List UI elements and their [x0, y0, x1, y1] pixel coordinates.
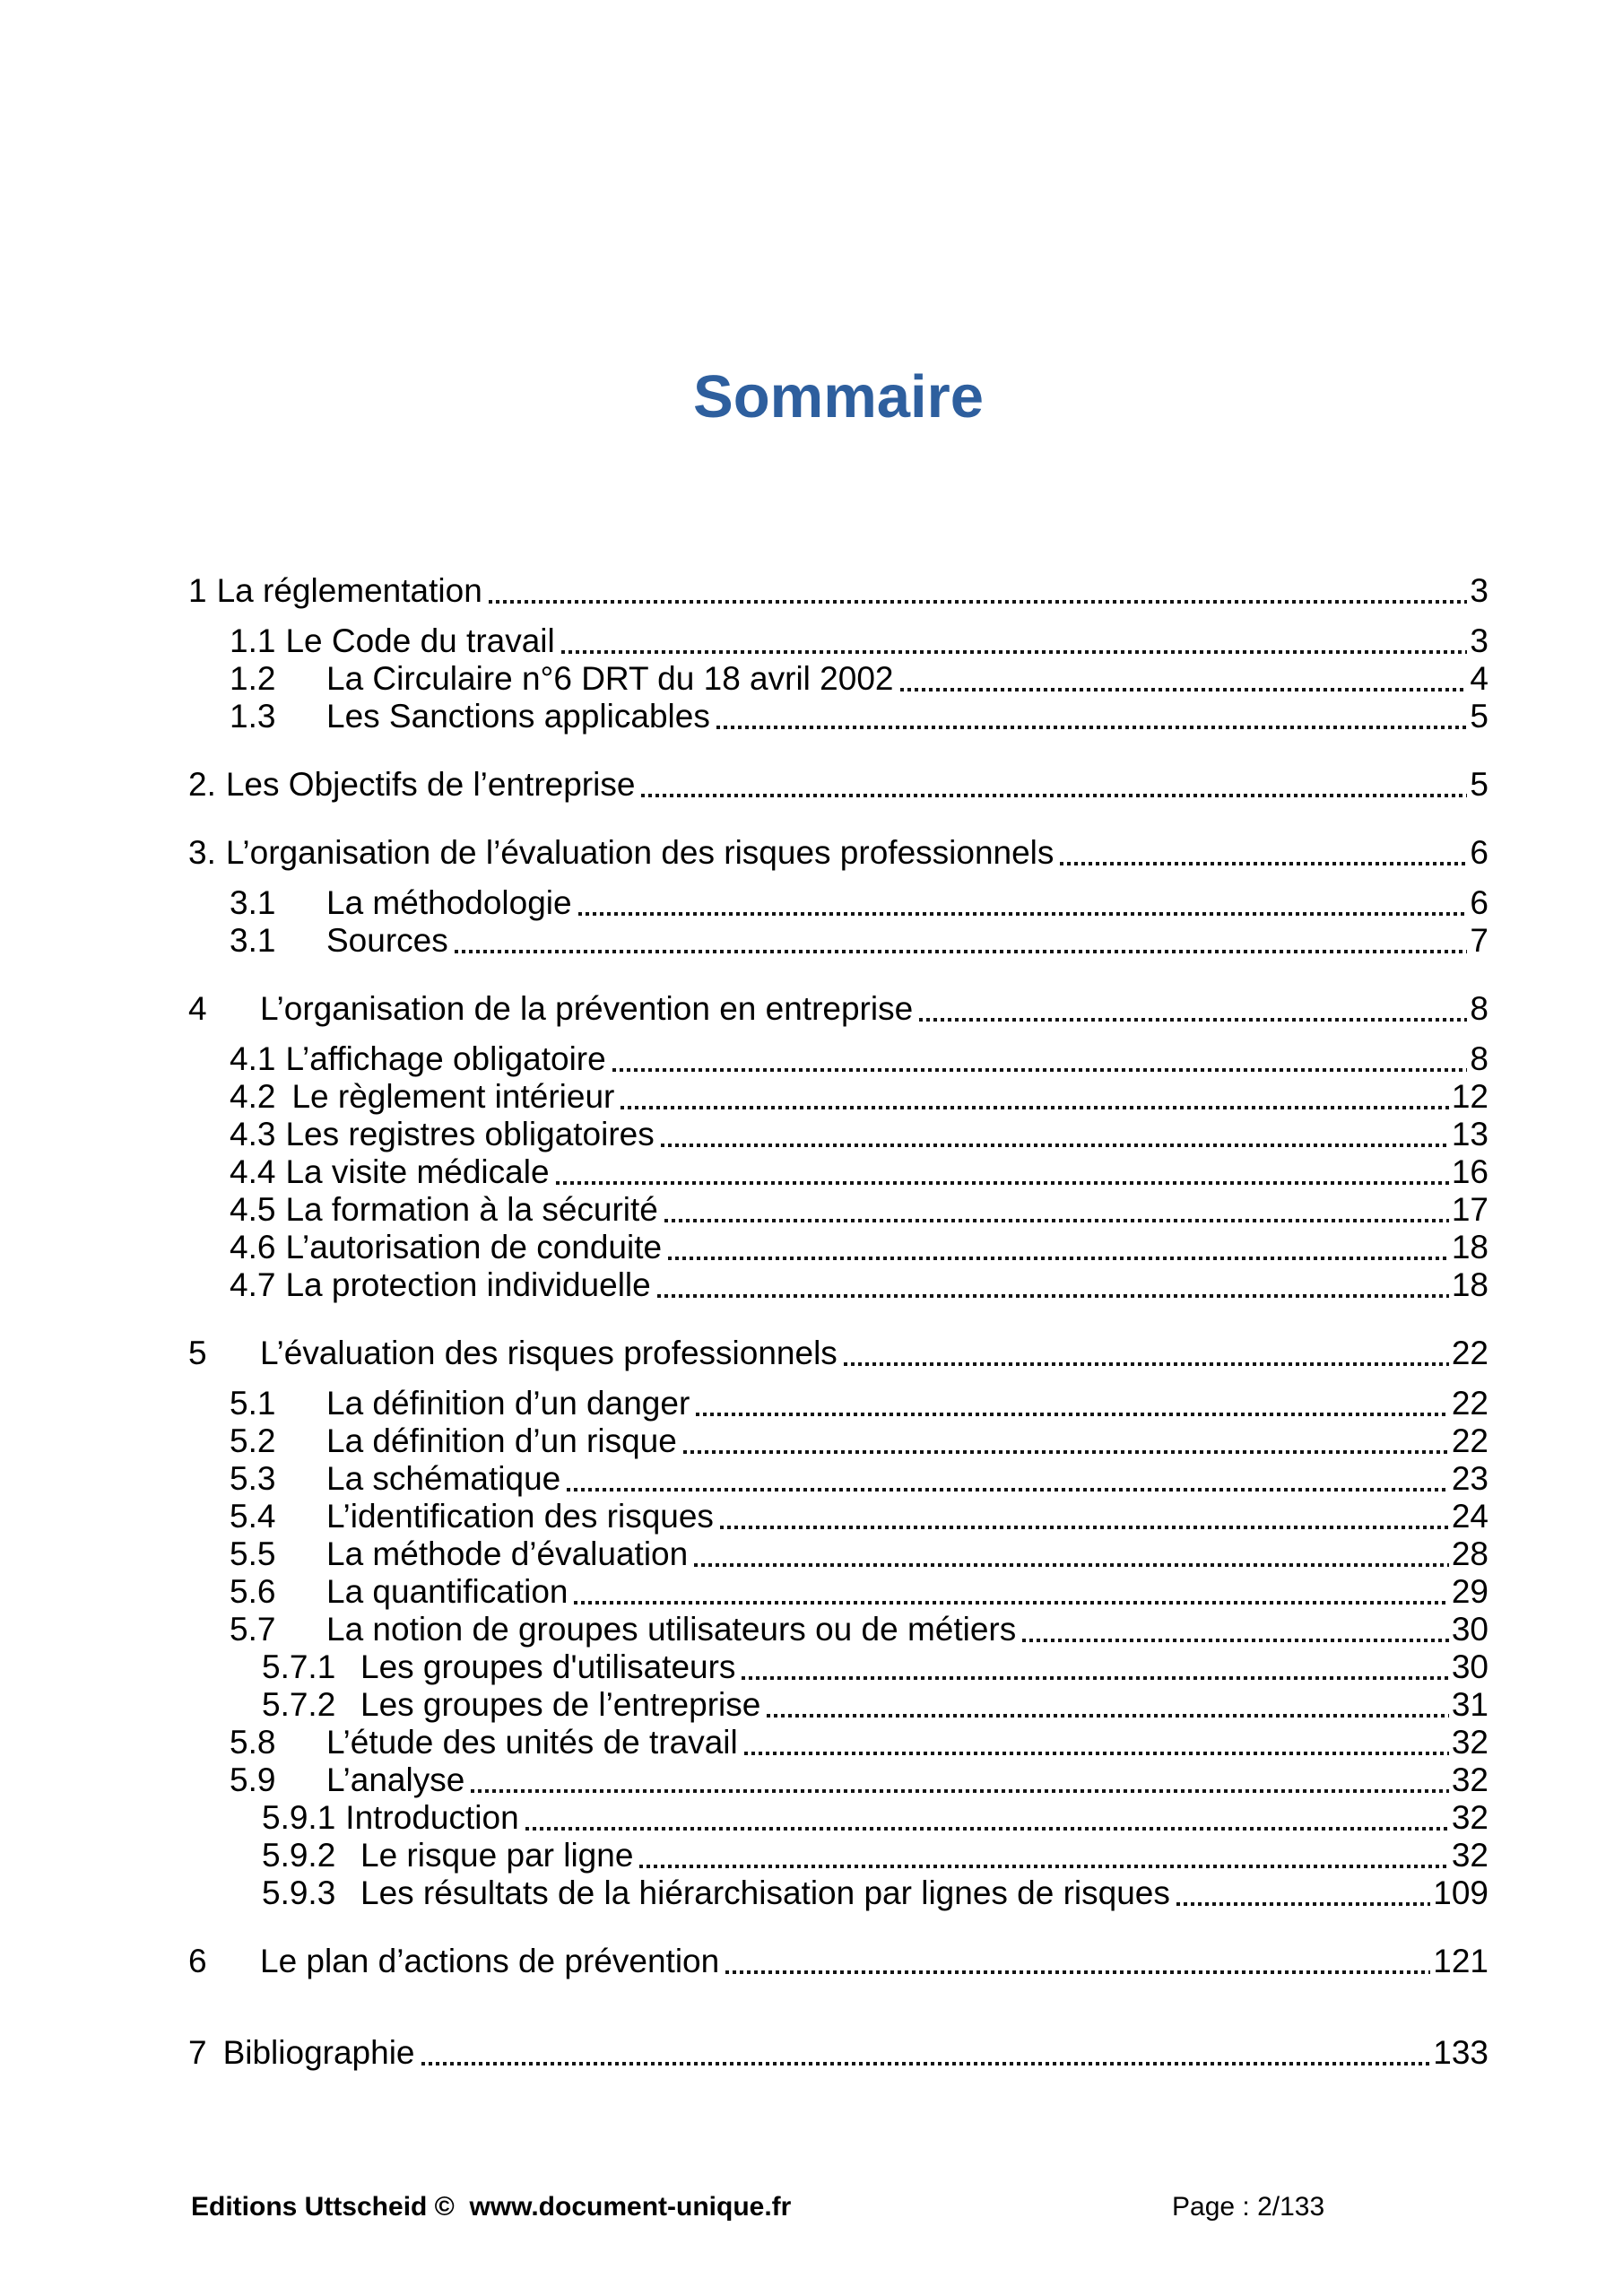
toc-entry-page-number: 13: [1451, 1116, 1488, 1152]
toc-entry-title: L’autorisation de conduite: [285, 1229, 663, 1265]
toc-entry-title: Le risque par ligne: [360, 1837, 634, 1874]
toc-entry-page-number: 24: [1451, 1498, 1488, 1535]
toc-entry-number: 5.7: [230, 1611, 276, 1648]
toc-entry-number: 2.: [188, 766, 216, 803]
toc-entry-number: 5.9: [230, 1761, 276, 1798]
toc-entry-page-number: 5: [1470, 766, 1488, 803]
toc-entry-title: Le Code du travail: [285, 622, 555, 659]
toc-dot-leader: [725, 1970, 1430, 1974]
toc-dot-leader: [696, 1413, 1449, 1416]
toc-entry[interactable]: [188, 1611, 1488, 1648]
toc-dot-leader: [1060, 862, 1467, 865]
toc-entry-number: 1.2: [230, 660, 276, 697]
toc-entry-page-number: 8: [1470, 990, 1488, 1027]
toc-entry-page-number: 7: [1470, 922, 1488, 959]
toc-entry[interactable]: [188, 1460, 1488, 1498]
toc-entry-number: 5.8: [230, 1724, 276, 1761]
toc-entry[interactable]: [188, 1799, 1488, 1837]
toc-dot-leader: [668, 1257, 1449, 1260]
toc-entry-title: La méthode d’évaluation: [326, 1535, 689, 1572]
toc-entry-page-number: 8: [1470, 1040, 1488, 1077]
toc-entry-number: 4.3: [230, 1116, 276, 1152]
toc-entry-page-number: 28: [1451, 1535, 1488, 1572]
toc-entry-title: L’analyse: [326, 1761, 465, 1798]
toc-entry[interactable]: [188, 1078, 1488, 1116]
toc-entry[interactable]: [188, 1335, 1488, 1372]
toc-entry[interactable]: [188, 660, 1488, 698]
toc-entry-title: L’organisation de l’évaluation des risques professionnels: [225, 834, 1055, 871]
toc-entry-title: La formation à la sécurité: [285, 1191, 658, 1228]
toc-entry[interactable]: [188, 990, 1488, 1028]
toc-dot-leader: [455, 950, 1468, 953]
toc-entry-page-number: 6: [1470, 834, 1488, 871]
toc-entry-number: 5.5: [230, 1535, 276, 1572]
toc-dot-leader: [716, 726, 1468, 729]
toc-entry-page-number: 30: [1451, 1611, 1488, 1648]
toc-entry-page-number: 133: [1433, 2034, 1488, 2071]
toc-dot-leader: [639, 1865, 1448, 1868]
toc-dot-leader: [744, 1752, 1449, 1755]
toc-entry[interactable]: [188, 1116, 1488, 1153]
toc-entry-title: Les Objectifs de l’entreprise: [225, 766, 636, 803]
toc-dot-leader: [661, 1144, 1449, 1147]
toc-entry-number: 5.4: [230, 1498, 276, 1535]
toc-dot-leader: [421, 2062, 1431, 2066]
toc-entry-title: La quantification: [326, 1573, 568, 1610]
toc-entry-page-number: 17: [1451, 1191, 1488, 1228]
toc-entry-number: 5.1: [230, 1385, 276, 1422]
toc-entry-number: 5.9.3: [262, 1874, 336, 1911]
toc-entry-number: 3.1: [230, 922, 276, 959]
toc-entry-title: La définition d’un danger: [326, 1385, 690, 1422]
toc-entry-number: 6: [188, 1943, 207, 1979]
toc-entry[interactable]: [188, 1724, 1488, 1761]
toc-entry-title: L’affichage obligatoire: [285, 1040, 606, 1077]
toc-dot-leader: [574, 1601, 1448, 1605]
toc-entry-number: 4: [188, 990, 207, 1027]
toc-entry[interactable]: [188, 622, 1488, 660]
toc-entry[interactable]: [188, 1761, 1488, 1799]
toc-entry[interactable]: [188, 1422, 1488, 1460]
toc-entry-page-number: 3: [1470, 622, 1488, 659]
toc-entry[interactable]: [188, 2034, 1488, 2072]
toc-entry-title: Introduction: [345, 1799, 519, 1836]
toc-dot-leader: [612, 1068, 1468, 1072]
toc-dot-leader: [720, 1526, 1449, 1529]
toc-entry-page-number: 12: [1451, 1078, 1488, 1115]
toc-entry-page-number: 16: [1451, 1153, 1488, 1190]
toc-entry-title: La réglementation: [216, 572, 482, 609]
toc-entry[interactable]: [188, 884, 1488, 922]
toc-entry-number: 4.6: [230, 1229, 276, 1265]
toc-entry-page-number: 121: [1433, 1943, 1488, 1979]
toc-entry[interactable]: [188, 922, 1488, 960]
toc-entry-page-number: 109: [1433, 1874, 1488, 1911]
toc-entry[interactable]: [188, 572, 1488, 610]
toc-entry-page-number: 29: [1451, 1573, 1488, 1610]
toc-entry[interactable]: [188, 1385, 1488, 1422]
toc-entry-number: 7: [188, 2034, 207, 2071]
toc-entry-title: Bibliographie: [222, 2034, 415, 2071]
toc-entry-page-number: 6: [1470, 884, 1488, 921]
toc-dot-leader: [561, 650, 1468, 654]
toc-dot-leader: [489, 600, 1468, 604]
toc-entry-number: 1: [188, 572, 207, 609]
toc-entry-title: L’évaluation des risques professionnels: [260, 1335, 838, 1371]
toc-entry-page-number: 23: [1451, 1460, 1488, 1497]
toc-entry-number: 4.1: [230, 1040, 276, 1077]
toc-entry-title: Le plan d’actions de prévention: [260, 1943, 720, 1979]
toc-entry-title: La schématique: [326, 1460, 561, 1497]
toc-entry-title: Sources: [326, 922, 448, 959]
toc-entry-number: 5.7.2: [262, 1686, 336, 1723]
toc-entry-page-number: 22: [1451, 1422, 1488, 1459]
toc-entry-title: La notion de groupes utilisateurs ou de métiers: [326, 1611, 1017, 1648]
toc-entry-page-number: 32: [1451, 1799, 1488, 1836]
toc-entry-number: 1.1: [230, 622, 276, 659]
toc-entry-number: 4.4: [230, 1153, 276, 1190]
toc-entry[interactable]: [188, 1498, 1488, 1535]
toc-entry-title: La protection individuelle: [285, 1266, 651, 1303]
toc-dot-leader: [525, 1827, 1449, 1831]
toc-entry-page-number: 32: [1451, 1761, 1488, 1798]
toc-entry-title: L’étude des unités de travail: [326, 1724, 738, 1761]
toc-dot-leader: [641, 794, 1467, 797]
toc-entry-title: Le règlement intérieur: [291, 1078, 615, 1115]
toc-entry-page-number: 18: [1451, 1229, 1488, 1265]
toc-entry[interactable]: [188, 1943, 1488, 1980]
toc-dot-leader: [900, 688, 1468, 691]
toc-entry-number: 5.7.1: [262, 1648, 336, 1685]
toc-entry-title: Les groupes de l’entreprise: [360, 1686, 761, 1723]
toc-dot-leader: [657, 1294, 1449, 1298]
toc-entry-page-number: 22: [1451, 1385, 1488, 1422]
page-title: Sommaire: [693, 363, 984, 430]
toc-dot-leader: [683, 1450, 1449, 1454]
toc-entry[interactable]: [188, 1535, 1488, 1573]
toc-entry[interactable]: [188, 1153, 1488, 1191]
toc-entry[interactable]: [188, 1837, 1488, 1874]
toc-entry-number: 3.1: [230, 884, 276, 921]
toc-dot-leader: [844, 1362, 1449, 1366]
toc-entry-title: La définition d’un risque: [326, 1422, 677, 1459]
toc-dot-leader: [1022, 1639, 1449, 1642]
toc-dot-leader: [919, 1018, 1467, 1022]
toc-entry[interactable]: [188, 766, 1488, 804]
toc-entry-page-number: 30: [1451, 1648, 1488, 1685]
toc-entry[interactable]: [188, 1573, 1488, 1611]
toc-dot-leader: [621, 1106, 1448, 1109]
toc-entry-number: 5.9.1: [262, 1799, 336, 1836]
footer-page-indicator: Page : 2/133: [1172, 2192, 1325, 2222]
toc-dot-leader: [471, 1789, 1449, 1793]
toc-entry[interactable]: [188, 1266, 1488, 1304]
toc-entry-title: La Circulaire n°6 DRT du 18 avril 2002: [326, 660, 894, 697]
toc-entry-page-number: 32: [1451, 1837, 1488, 1874]
toc-entry-number: 4.7: [230, 1266, 276, 1303]
toc-dot-leader: [556, 1181, 1449, 1185]
toc-dot-leader: [694, 1563, 1449, 1567]
toc-entry[interactable]: [188, 1191, 1488, 1229]
toc-entry-page-number: 3: [1470, 572, 1488, 609]
toc-entry-page-number: 18: [1451, 1266, 1488, 1303]
toc-entry-page-number: 4: [1470, 660, 1488, 697]
toc-entry-number: 5.6: [230, 1573, 276, 1610]
toc-entry[interactable]: [188, 834, 1488, 872]
toc-entry-title: La méthodologie: [326, 884, 572, 921]
toc-entry[interactable]: [188, 1874, 1488, 1912]
toc-entry[interactable]: [188, 1686, 1488, 1724]
toc-entry-title: L’organisation de la prévention en entreprise: [260, 990, 914, 1027]
toc-entry-number: 5.9.2: [262, 1837, 336, 1874]
toc-dot-leader: [767, 1714, 1449, 1718]
toc-entry-number: 3.: [188, 834, 216, 871]
toc-dot-leader: [1176, 1902, 1430, 1906]
table-of-contents: [188, 572, 1488, 2072]
toc-entry-number: 1.3: [230, 698, 276, 735]
toc-entry-title: Les groupes d'utilisateurs: [360, 1648, 736, 1685]
toc-entry-title: Les registres obligatoires: [285, 1116, 655, 1152]
toc-entry-number: 5.2: [230, 1422, 276, 1459]
toc-entry[interactable]: [188, 698, 1488, 735]
toc-entry-number: 5.3: [230, 1460, 276, 1497]
footer-publisher: Editions Uttscheid © www.document-unique.fr: [191, 2192, 792, 2222]
toc-entry[interactable]: [188, 1648, 1488, 1686]
toc-entry-number: 4.5: [230, 1191, 276, 1228]
toc-entry[interactable]: [188, 1040, 1488, 1078]
toc-dot-leader: [578, 912, 1468, 916]
toc-entry-title: Les résultats de la hiérarchisation par lignes de risques: [360, 1874, 1170, 1911]
toc-entry-page-number: 32: [1451, 1724, 1488, 1761]
toc-entry-title: La visite médicale: [285, 1153, 550, 1190]
toc-entry-page-number: 5: [1470, 698, 1488, 735]
toc-entry-number: 4.2: [230, 1078, 276, 1115]
toc-entry-number: 5: [188, 1335, 207, 1371]
toc-dot-leader: [664, 1219, 1449, 1222]
toc-dot-leader: [742, 1676, 1448, 1680]
toc-dot-leader: [567, 1488, 1449, 1492]
toc-entry[interactable]: [188, 1229, 1488, 1266]
toc-entry-title: L’identification des risques: [326, 1498, 714, 1535]
toc-entry-title: Les Sanctions applicables: [326, 698, 710, 735]
toc-entry-page-number: 31: [1451, 1686, 1488, 1723]
toc-entry-page-number: 22: [1451, 1335, 1488, 1371]
